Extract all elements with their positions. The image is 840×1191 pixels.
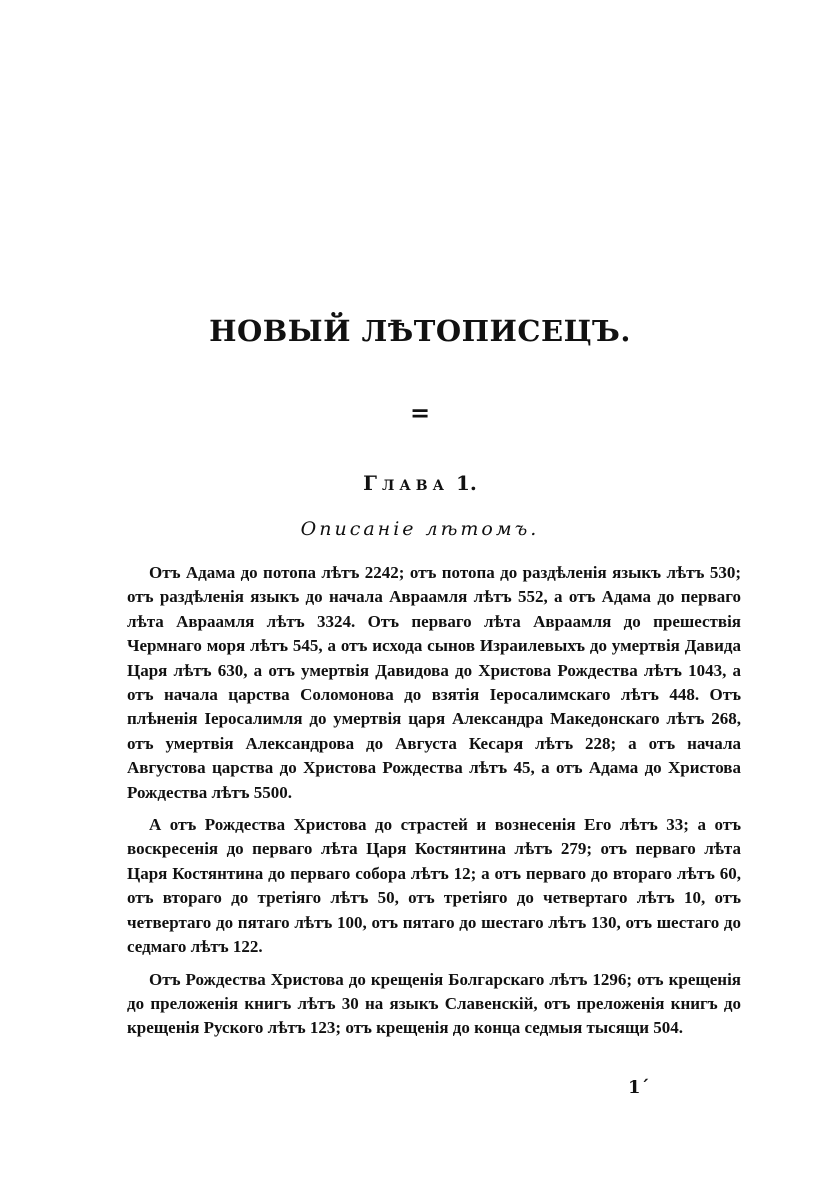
chapter-subtitle: Описаніе лѣтомъ. [300,518,540,540]
chapter-word: Глава [363,471,449,495]
chapter-number: 1. [455,471,477,495]
title-divider: = [409,398,431,427]
paragraph: Отъ Рождества Христова до крещенія Болгарскаго лѣтъ 1296; отъ крещенія до преложенія книгъ лѣтъ 30 на языкъ Славенскій, отъ преложенія книгъ до крещенія Руского лѣтъ 123; отъ крещенія до конца седмыя тысящи 504. [127,969,741,1038]
page-title: НОВЫЙ ЛѢТОПИСЕЦЪ. [209,314,631,348]
paragraph: Отъ Адама до потопа лѣтъ 2242; отъ потопа до раздѣленія языкъ лѣтъ 530; отъ раздѣленія языкъ до начала Авраамля лѣтъ 552, а отъ Адама до перваго лѣта Авраамля лѣтъ 3324. Отъ перваго лѣта Авраамля до прешествія Чермнаго моря лѣтъ 545, а отъ исхода сынов Израилевыхъ до умертвія Давида Царя лѣтъ 630, а отъ умертвія Давидова до Христова Рождества лѣтъ 1043, а отъ начала царства Соломонова до взятія Іеросалимскаго лѣтъ 448. Отъ плѣненія Іеросалимля до умертвія царя Александра Македонскаго лѣтъ 268, отъ умертвія Александрова до Августа Кесаря лѣтъ 228; а отъ начала Августова царства до Христова Рождества лѣтъ 45, а отъ Адама до Христова Рождества лѣтъ 5500. [127,563,741,802]
folio-mark: 1´ [628,1077,650,1098]
paragraph: А отъ Рождества Христова до страстей и вознесенія Его лѣтъ 33; а отъ воскресенія до перваго лѣта Царя Костянтина лѣтъ 279; отъ перваго лѣта Царя Костянтина до перваго собора лѣтъ 12; а отъ перваго до втораго лѣтъ 60, отъ втораго до третіяго лѣтъ 50, отъ третіяго до четвертаго лѣтъ 10, отъ четвертаго до пятаго лѣтъ 100, отъ пятаго до шестаго лѣтъ 130, отъ шестаго до седмаго лѣтъ 122. [127,815,741,957]
body-text [127,561,741,1049]
chapter-heading [0,471,840,495]
